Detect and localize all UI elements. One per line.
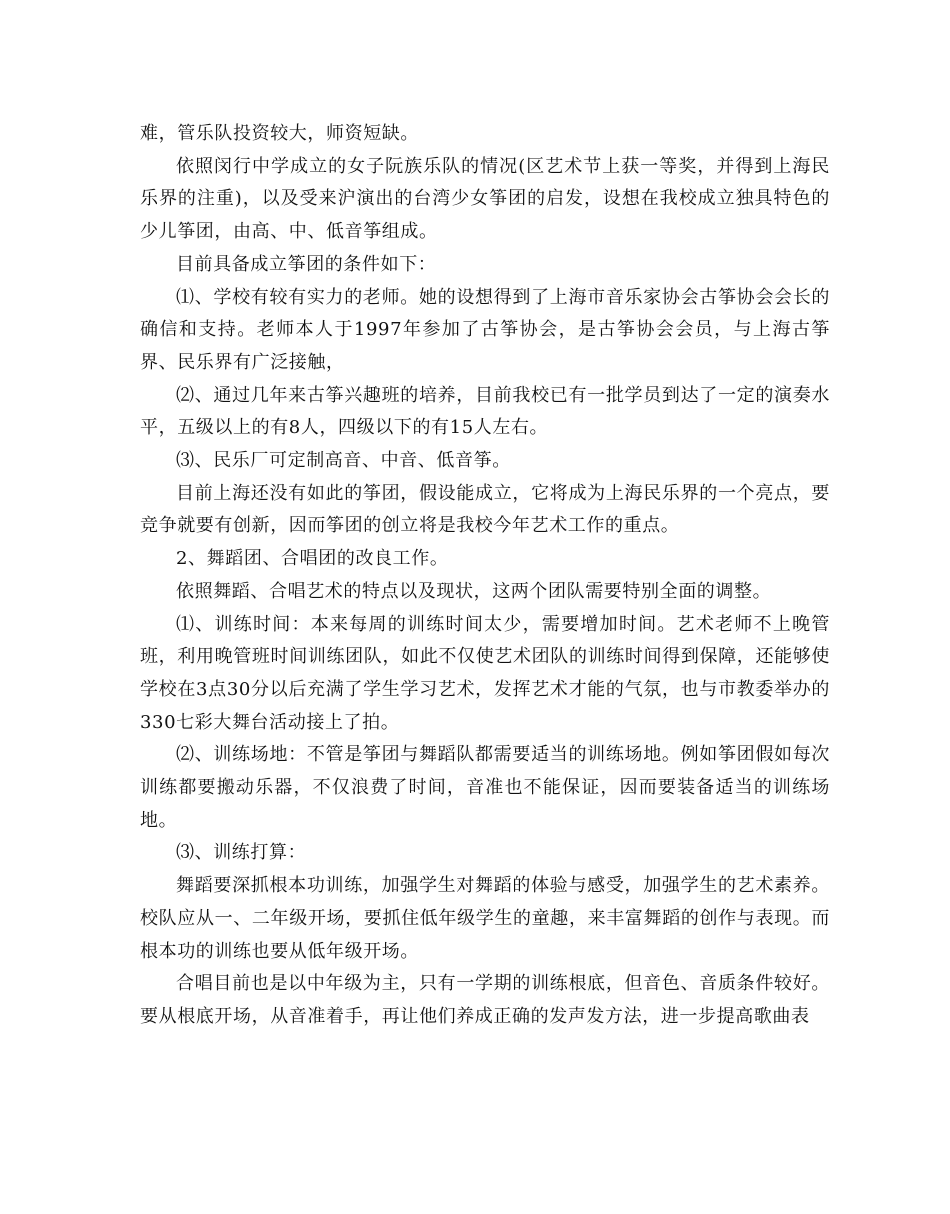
- paragraph-4: ⑴、学校有较有实力的老师。她的设想得到了上海市音乐家协会古筝协会会长的确信和支持。老师本人于1997年参加了古筝协会，是古筝协会会员，与上海古筝界、民乐界有广泛接触，: [140, 286, 830, 373]
- paragraph-5: ⑵、通过几年来古筝兴趣班的培养，目前我校已有一批学员到达了一定的演奏水平，五级以上的有8人，四级以下的有15人左右。: [140, 384, 830, 439]
- paragraph-12: ⑶、训练打算：: [176, 842, 307, 864]
- paragraph-14: 合唱目前也是以中年级为主，只有一学期的训练根底，但音色、音质条件较好。要从根底开场，从音准着手，再让他们养成正确的发声发方法，进一步提高歌曲表: [140, 973, 830, 1027]
- document-body: [140, 118, 830, 1034]
- paragraph-1: 难，管乐队投资较大，师资短缺。: [140, 123, 419, 144]
- paragraph-2: 依照闵行中学成立的女子阮族乐队的情况(区艺术节上获一等奖，并得到上海民乐界的注重)，以及受来沪演出的台湾少女筝团的启发，设想在我校成立独具特色的少儿筝团，由高、中、低音筝组成。: [140, 155, 830, 243]
- paragraph-9: 依照舞蹈、合唱艺术的特点以及现状，这两个团队需要特别全面的调整。: [176, 580, 772, 602]
- paragraph-6: ⑶、民乐厂可定制高音、中音、低音筝。: [176, 450, 511, 472]
- paragraph-11: ⑵、训练场地：不管是筝团与舞蹈队都需要适当的训练场地。例如筝团假如每次训练都要搬动乐器，不仅浪费了时间，音准也不能保证，因而要装备适当的训练场地。: [140, 744, 830, 831]
- paragraph-7: 目前上海还没有如此的筝团，假设能成立，它将成为上海民乐界的一个亮点，要竞争就要有创新，因而筝团的创立将是我校今年艺术工作的重点。: [140, 482, 830, 537]
- paragraph-10: ⑴、训练时间：本来每周的训练时间太少，需要增加时间。艺术老师不上晚管班，利用晚管班时间训练团队，如此不仅使艺术团队的训练时间得到保障，还能够使学校在3点30分以后充满了学生学习艺术，发挥艺术才能的气氛，也与市教委举办的330七彩大舞台活动接上了拍。: [140, 613, 830, 733]
- paragraph-8: 2、舞蹈团、合唱团的改良工作。: [176, 548, 449, 570]
- paragraph-13: 舞蹈要深抓根本功训练，加强学生对舞蹈的体验与感受，加强学生的艺术素养。校队应从一、二年级开场，要抓住低年级学生的童趣，来丰富舞蹈的创作与表现。而根本功的训练也要从低年级开场。: [140, 875, 830, 962]
- paragraph-3: 目前具备成立筝团的条件如下：: [176, 253, 437, 275]
